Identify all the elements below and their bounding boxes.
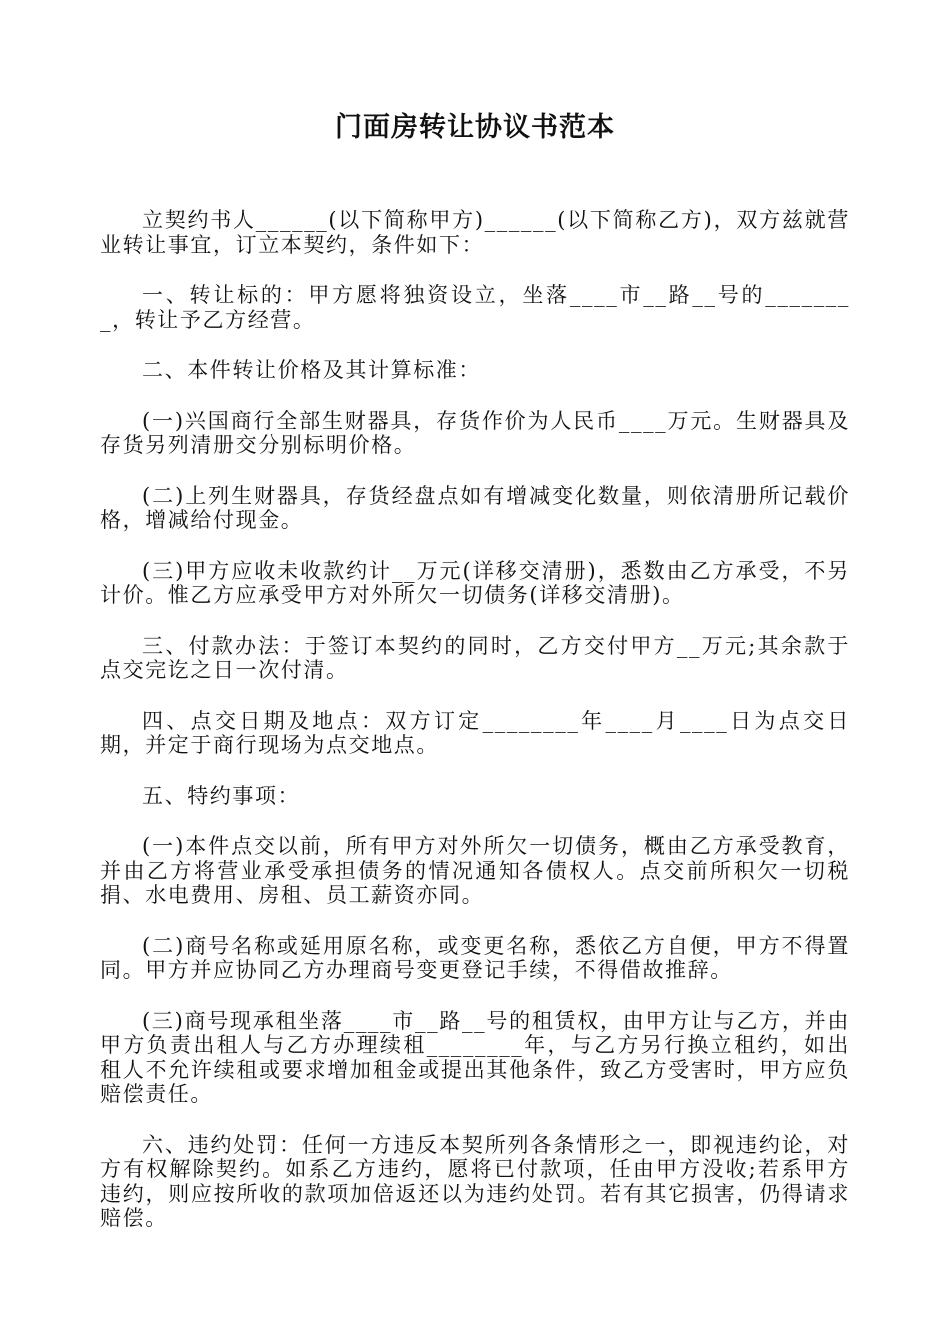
paragraph-clause-5-1: (一)本件点交以前，所有甲方对外所欠一切债务，概由乙方承受教育，并由乙方将营业承受承担债务的情况通知各债权人。点交前所积欠一切税捐、水电费用、房租、员工薪资亦同。 [100, 834, 850, 907]
paragraph-clause-4: 四、点交日期及地点：双方订定________年____月____日为点交日期，并定于商行现场为点交地点。 [100, 708, 850, 757]
paragraph-clause-3: 三、付款办法：于签订本契约的同时，乙方交付甲方__万元;其余款于点交完讫之日一次付清。 [100, 633, 850, 682]
document-body [100, 208, 850, 1231]
paragraph-clause-2: 二、本件转让价格及其计算标准： [142, 358, 481, 382]
paragraph-clause-1: 一、转让标的：甲方愿将独资设立，坐落____市__路__号的________，转让予乙方经营。 [100, 283, 850, 332]
paragraph-clause-5-3: (三)商号现承租坐落____市__路__号的租赁权，由甲方让与乙方，并由甲方负责出租人与乙方办理续租________年，与乙方另行换立租约，如出租人不允许续租或要求增加租金或提出其他条件，致乙方受害时，甲方应负赔偿责任。 [100, 1008, 850, 1106]
document-title: 门面房转让协议书范本 [335, 112, 615, 143]
paragraph-clause-2-1: (一)兴国商行全部生财器具，存货作价为人民币____万元。生财器具及存货另列清册交分别标明价格。 [100, 408, 850, 457]
paragraph-clause-2-2: (二)上列生财器具，存货经盘点如有增减变化数量，则依清册所记载价格，增减给付现金。 [100, 483, 850, 532]
paragraph-clause-5-2: (二)商号名称或延用原名称，或变更名称，悉依乙方自便，甲方不得置同。甲方并应协同乙方办理商号变更登记手续，不得借故推辞。 [100, 933, 850, 982]
paragraph-clause-2-3: (三)甲方应收未收款约计__万元(详移交清册)，悉数由乙方承受，不另计价。惟乙方应承受甲方对外所欠一切债务(详移交清册)。 [100, 558, 850, 607]
paragraph-clause-6: 六、违约处罚：任何一方违反本契所列各条情形之一，即视违约论，对方有权解除契约。如系乙方违约，愿将已付款项，任由甲方没收;若系甲方违约，则应按所收的款项加倍返还以为违约处罚。若有其它损害，仍得请求赔偿。 [100, 1132, 850, 1230]
paragraph-clause-5: 五、特约事项： [142, 783, 301, 808]
paragraph-intro: 立契约书人______(以下简称甲方)______(以下简称乙方)，双方兹就营业转让事宜，订立本契约，条件如下： [100, 208, 850, 257]
